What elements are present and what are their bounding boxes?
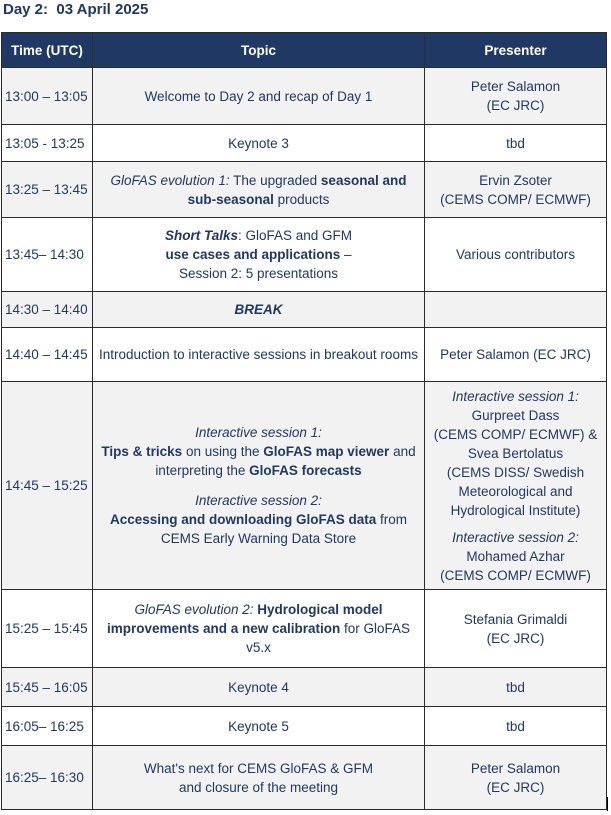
presenter-affiliation: (CEMS DISS/ Swedish	[446, 464, 585, 480]
presenter-cell	[425, 382, 607, 590]
table-row	[2, 668, 607, 707]
topic-cell	[93, 746, 425, 810]
time-cell: 14:40 – 14:45	[2, 328, 93, 382]
time-cell: 14:45 – 15:25	[2, 382, 93, 590]
topic-cell	[93, 382, 425, 590]
topic-text: –	[340, 247, 352, 262]
header-time: Time (UTC)	[2, 33, 93, 68]
session-label: Interactive session 2:	[195, 493, 322, 508]
time-cell: 14:30 – 14:40	[2, 292, 93, 328]
topic-text: and interpreting the	[155, 444, 416, 478]
topic-text: and closure of the meeting	[178, 779, 339, 795]
presenter-name: Peter Salamon	[470, 79, 561, 94]
topic-cell: Welcome to Day 2 and recap of Day 1	[93, 68, 425, 125]
topic-cell: BREAK	[93, 292, 425, 328]
topic-label: GloFAS evolution 1:	[110, 172, 230, 188]
time-cell: 15:45 – 16:05	[2, 668, 93, 707]
presenter-cell: Various contributors	[425, 218, 607, 292]
topic-cell: Keynote 4	[93, 668, 425, 707]
topic-text: on using the	[182, 444, 264, 459]
topic-cell: Keynote 3	[93, 125, 425, 162]
presenter-affiliation: (CEMS COMP/ ECMWF) &	[433, 426, 598, 442]
presenter-cell	[425, 590, 607, 668]
time-cell: 16:05– 16:25	[2, 707, 93, 746]
presenter-cell	[425, 162, 607, 218]
topic-text: for GloFAS v5.x	[246, 621, 411, 655]
text-cursor	[607, 797, 608, 811]
presenter-name: Stefania Grimaldi	[463, 611, 568, 627]
topic-highlight: Tips & tricks	[101, 444, 183, 459]
topic-highlight: GloFAS forecasts	[249, 463, 362, 478]
session-label: Interactive session 1:	[195, 425, 322, 440]
presenter-cell: tbd	[425, 125, 607, 162]
topic-cell	[93, 162, 425, 218]
time-cell: 16:25– 16:30	[2, 746, 93, 810]
topic-cell	[93, 218, 425, 292]
table-row	[2, 746, 607, 810]
topic-highlight: GloFAS map viewer	[263, 444, 390, 459]
agenda-table	[1, 32, 607, 810]
presenter-name: Peter Salamon	[470, 760, 561, 776]
time-cell: 15:25 – 15:45	[2, 590, 93, 668]
presenter-cell: tbd	[425, 668, 607, 707]
presenter-name: Ervin Zsoter	[479, 172, 552, 188]
presenter-cell	[425, 292, 607, 328]
topic-text: The upgraded	[229, 172, 321, 188]
table-row	[2, 68, 607, 125]
topic-text: Session 2: 5 presentations	[178, 266, 339, 281]
topic-label: Short Talks	[164, 228, 238, 243]
time-cell: 13:00 – 13:05	[2, 68, 93, 125]
presenter-cell	[425, 746, 607, 810]
header-presenter: Presenter	[425, 33, 607, 68]
table-row	[2, 162, 607, 218]
topic-text: : GloFAS and GFM	[237, 228, 353, 243]
topic-highlight: sub-seasonal	[187, 191, 274, 207]
presenter-cell	[425, 68, 607, 125]
presenter-affiliation: (CEMS COMP/ ECMWF)	[440, 191, 591, 207]
presenter-name: Svea Bertolatus	[467, 445, 564, 461]
session-label: Interactive session 2:	[452, 529, 579, 545]
topic-highlight: use cases and applications	[165, 247, 341, 262]
presenter-name: Mohamed Azhar	[466, 548, 565, 564]
table-row	[2, 292, 607, 328]
table-row	[2, 328, 607, 382]
topic-text: What's next for CEMS GloFAS & GFM	[143, 760, 374, 776]
presenter-affiliation: (CEMS COMP/ ECMWF)	[440, 567, 591, 583]
topic-text: from CEMS Early Warning Data Store	[160, 512, 408, 546]
header-topic: Topic	[93, 33, 425, 68]
time-cell: 13:25 – 13:45	[2, 162, 93, 218]
presenter-affiliation: Hydrological Institute)	[450, 502, 581, 518]
day-title: Day 2: 03 April 2025	[3, 1, 149, 18]
topic-cell	[93, 590, 425, 668]
presenter-cell: tbd	[425, 707, 607, 746]
table-row	[2, 218, 607, 292]
presenter-cell: Peter Salamon (EC JRC)	[425, 328, 607, 382]
topic-cell: Keynote 5	[93, 707, 425, 746]
presenter-affiliation: Meteorological and	[458, 483, 573, 499]
topic-highlight: Accessing and downloading GloFAS data	[109, 512, 377, 527]
topic-text: products	[273, 191, 330, 207]
topic-cell: Introduction to interactive sessions in breakout rooms	[93, 328, 425, 382]
table-row	[2, 590, 607, 668]
table-row	[2, 125, 607, 162]
topic-label: GloFAS evolution 2:	[134, 602, 254, 617]
time-cell: 13:45– 14:30	[2, 218, 93, 292]
topic-highlight: Hydrological model improvements and a new calibration	[106, 602, 383, 636]
presenter-name: Gurpreet Dass	[471, 407, 560, 423]
topic-highlight: seasonal and	[320, 172, 407, 188]
presenter-affiliation: (EC JRC)	[486, 630, 545, 646]
presenter-affiliation: (EC JRC)	[486, 98, 545, 113]
table-row	[2, 707, 607, 746]
time-cell: 13:05 - 13:25	[2, 125, 93, 162]
session-label: Interactive session 1:	[452, 388, 579, 404]
presenter-affiliation: (EC JRC)	[486, 779, 545, 795]
table-row	[2, 382, 607, 590]
header-row	[2, 33, 607, 68]
